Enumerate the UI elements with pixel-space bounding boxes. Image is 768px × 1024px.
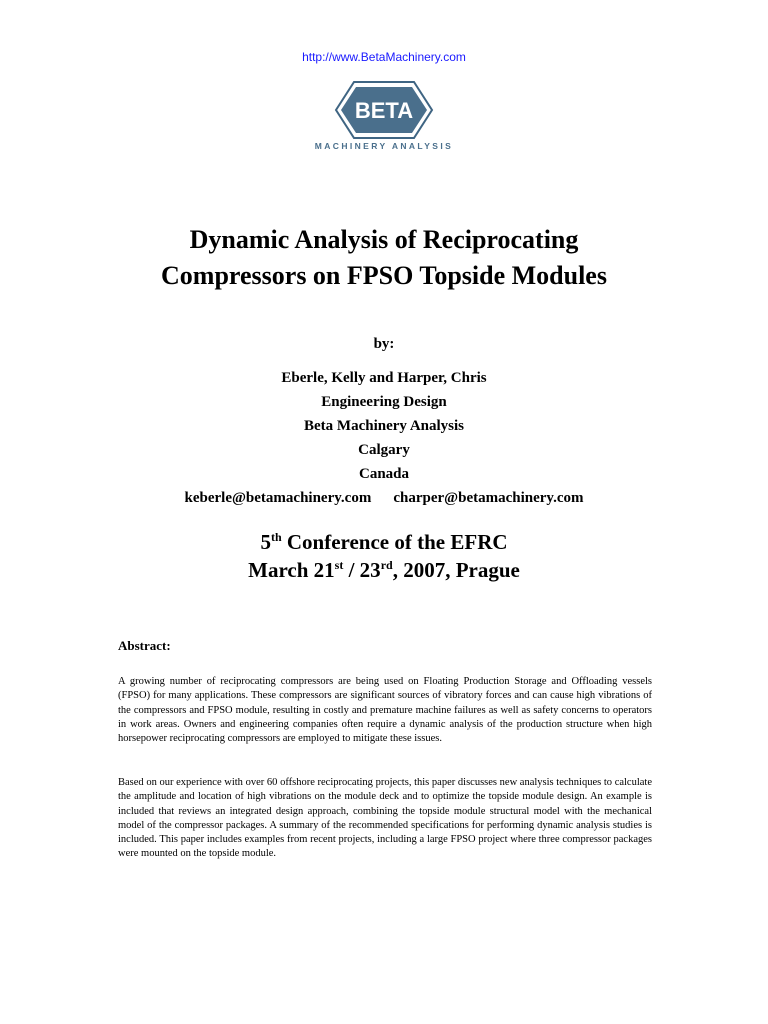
date-suffix-rd: rd	[380, 558, 393, 572]
conference-info	[0, 528, 768, 584]
author-names: Eberle, Kelly and Harper, Chris	[281, 370, 487, 386]
conference-title: Conference of the EFRC	[281, 530, 508, 554]
conference-number: 5	[260, 530, 271, 554]
website-link[interactable]: http://www.BetaMachinery.com	[302, 50, 466, 64]
author-city: Calgary	[358, 442, 410, 458]
author-emails	[0, 486, 768, 510]
logo-mark-text: BETA	[354, 98, 414, 123]
date-end: / 23	[343, 558, 381, 582]
date-year-location: , 2007, Prague	[392, 558, 520, 582]
author-block	[0, 332, 768, 510]
date-start: March 21	[248, 558, 335, 582]
author-department: Engineering Design	[321, 394, 447, 410]
conference-number-suffix: th	[270, 530, 282, 544]
paper-title	[0, 222, 768, 294]
logo-subtitle: MACHINERY ANALYSIS	[314, 141, 454, 151]
title-line-1: Dynamic Analysis of Reciprocating	[189, 225, 579, 254]
beta-logo-mark	[334, 80, 434, 140]
email-chris[interactable]: charper@betamachinery.com	[393, 490, 584, 506]
author-company: Beta Machinery Analysis	[304, 418, 464, 434]
abstract-paragraph-1: A growing number of reciprocating compressors are being used on Floating Production Storage and Offloading vessels (FPSO) for many applications. These compressors are significant sources of vibratory forces and can cause high vibrations of the compressors and FPSO module, resulting in costly and premature machine failures as well as safety concerns to operators in work areas. Owners and engineering companies often require a dynamic analysis of the production structure when high horsepower reciprocating compressors are employed to mitigate these issues.	[118, 676, 652, 745]
beta-logo	[0, 80, 768, 145]
abstract-heading: Abstract:	[118, 638, 171, 653]
email-kelly[interactable]: keberle@betamachinery.com	[184, 490, 372, 506]
date-suffix-st: st	[334, 558, 344, 572]
abstract-paragraph-2: Based on our experience with over 60 offshore reciprocating projects, this paper discusses new analysis techniques to calculate the amplitude and location of high vibrations on the module deck and to optimize the topside module design. An example is included that reviews an integrated design approach, combining the topside module structural model with the mechanical model of the compressor packages. A summary of the recommended specifications for performing dynamic analysis studies is included. This paper includes examples from recent projects, including a large FPSO project where three compressor packages were mounted on the topside module.	[118, 777, 652, 860]
by-label: by:	[373, 336, 395, 352]
title-line-2: Compressors on FPSO Topside Modules	[161, 261, 607, 290]
conference-name	[0, 528, 768, 556]
conference-date	[0, 556, 768, 584]
author-country: Canada	[358, 466, 410, 482]
